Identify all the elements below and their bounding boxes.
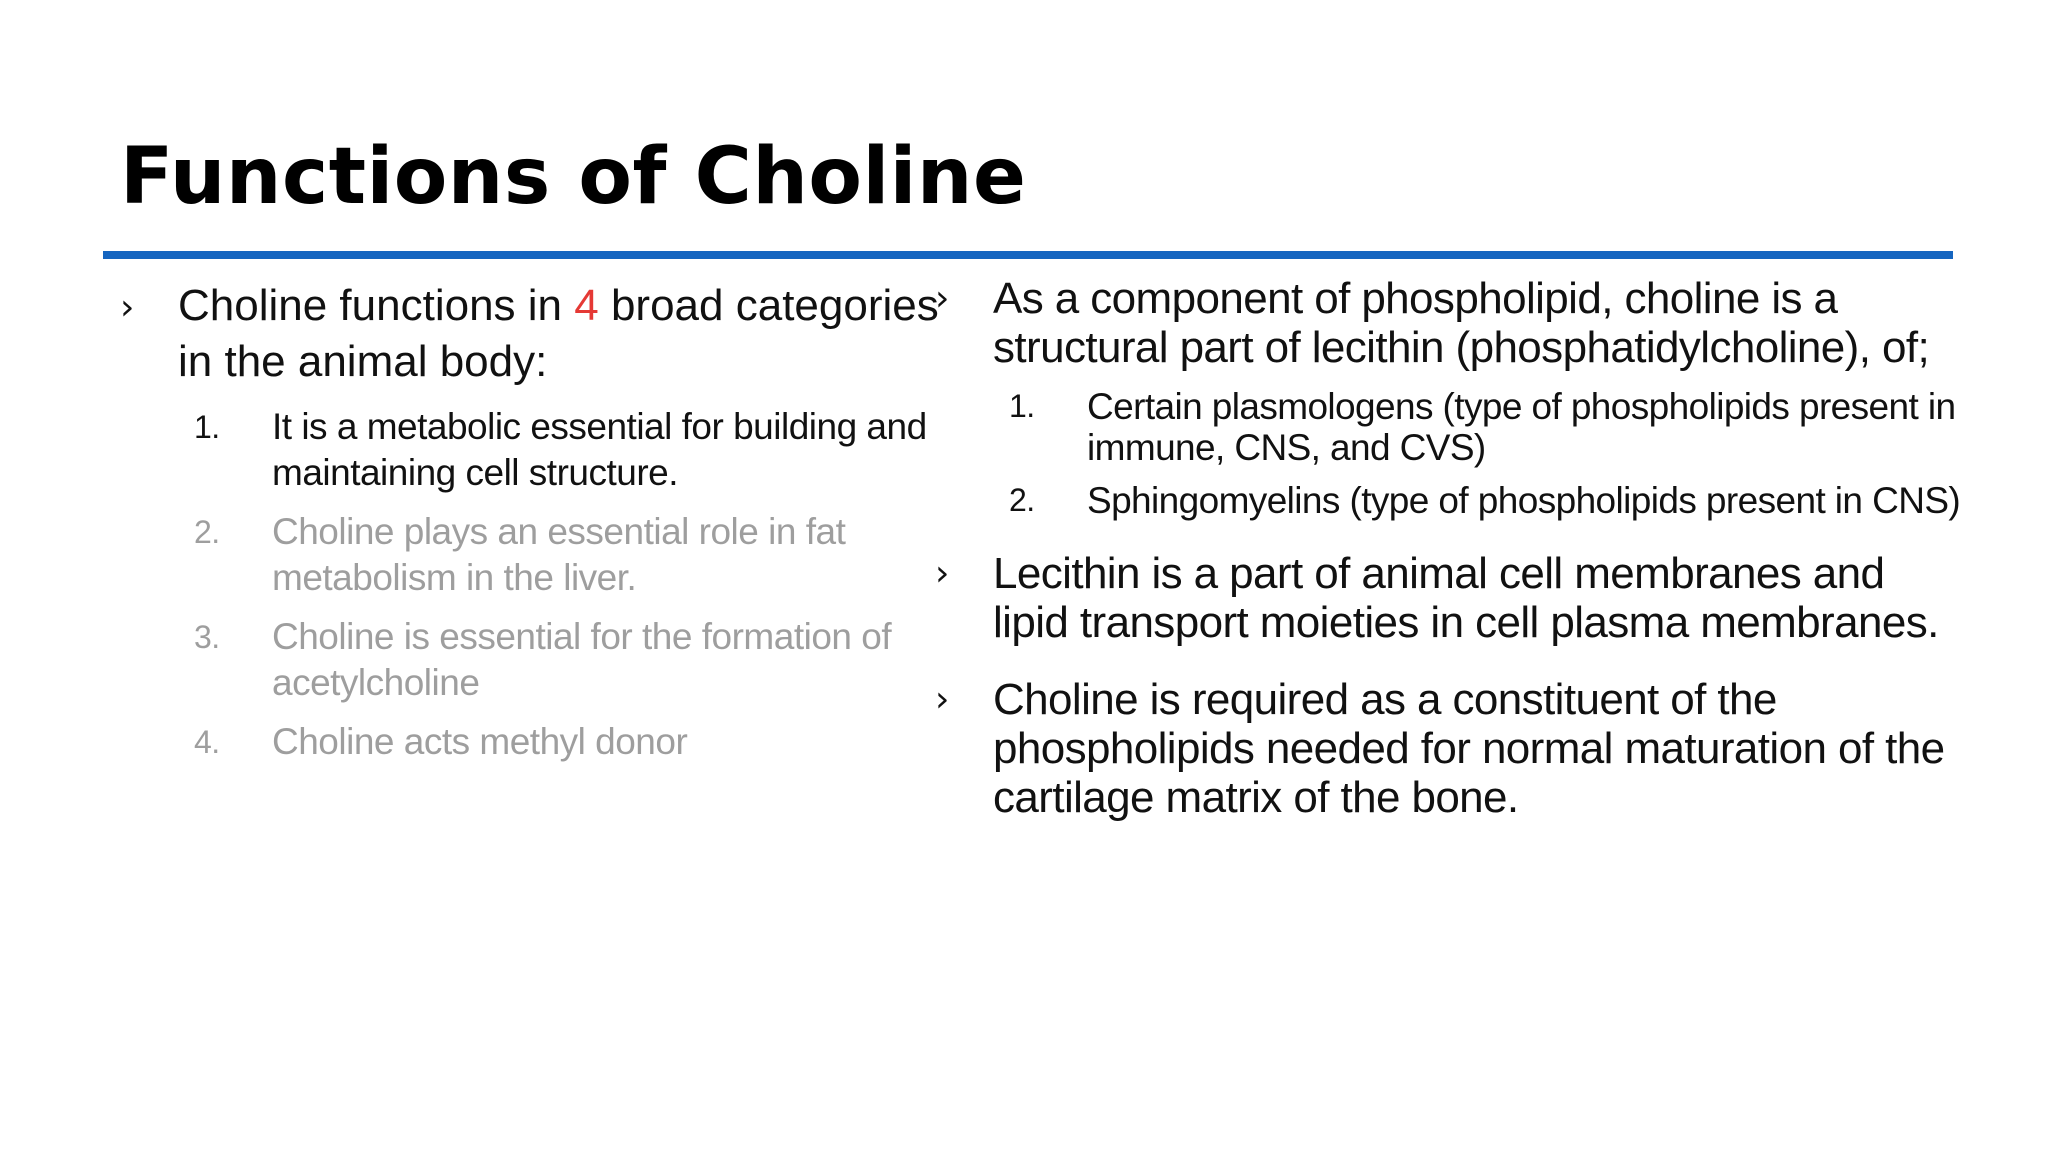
slide-title: Functions of Choline	[120, 132, 1027, 222]
list-number: 4.	[194, 724, 220, 760]
phospholipid-list	[993, 386, 1965, 521]
left-column	[120, 278, 940, 778]
bullet-chevron-icon: ›	[935, 278, 949, 319]
title-underline	[103, 251, 1953, 259]
list-item	[178, 404, 940, 496]
list-item-text: Choline acts methyl donor	[272, 721, 688, 762]
bullet-text-after: broad categories in the animal body:	[178, 281, 939, 386]
list-item-text: Sphingomyelins (type of phospholipids present in CNS)	[1087, 480, 1961, 521]
list-item-text: It is a metabolic essential for building and maintaining cell structure.	[272, 406, 927, 493]
list-item	[178, 614, 940, 706]
list-number: 1.	[194, 409, 220, 445]
bullet-lecithin	[935, 549, 1965, 647]
bullet-chevron-icon: ›	[935, 553, 949, 594]
list-item	[178, 719, 940, 765]
list-item	[178, 509, 940, 601]
list-number: 2.	[1009, 482, 1035, 518]
category-list	[120, 404, 940, 765]
list-item-text: Certain plasmologens (type of phospholipids present in immune, CNS, and CVS)	[1087, 386, 1956, 468]
bullet-chevron-icon: ›	[935, 679, 949, 720]
list-number: 2.	[194, 514, 220, 550]
category-count-highlight: 4	[574, 281, 599, 330]
bullet-text: As a component of phospholipid, choline is a structural part of lecithin (phosphatidylcholine), of;	[993, 274, 1930, 372]
list-item	[993, 386, 1965, 468]
bullet-phospholipid	[935, 274, 1965, 521]
bullet-text-before: Choline functions in	[178, 281, 575, 330]
bullet-chevron-icon: ›	[120, 287, 135, 328]
list-number: 3.	[194, 619, 220, 655]
bullet-text: Lecithin is a part of animal cell membranes and lipid transport moieties in cell plasma membranes.	[993, 549, 1939, 647]
right-column	[935, 274, 1965, 822]
list-number: 1.	[1009, 388, 1035, 424]
bullet-text: Choline is required as a constituent of the phospholipids needed for normal maturation of the cartilage matrix of the bone.	[993, 675, 1945, 822]
bullet-categories	[120, 278, 940, 390]
list-item	[993, 480, 1965, 521]
list-item-text: Choline plays an essential role in fat metabolism in the liver.	[272, 511, 846, 598]
list-item-text: Choline is essential for the formation of acetylcholine	[272, 616, 892, 703]
bullet-cartilage	[935, 675, 1965, 822]
